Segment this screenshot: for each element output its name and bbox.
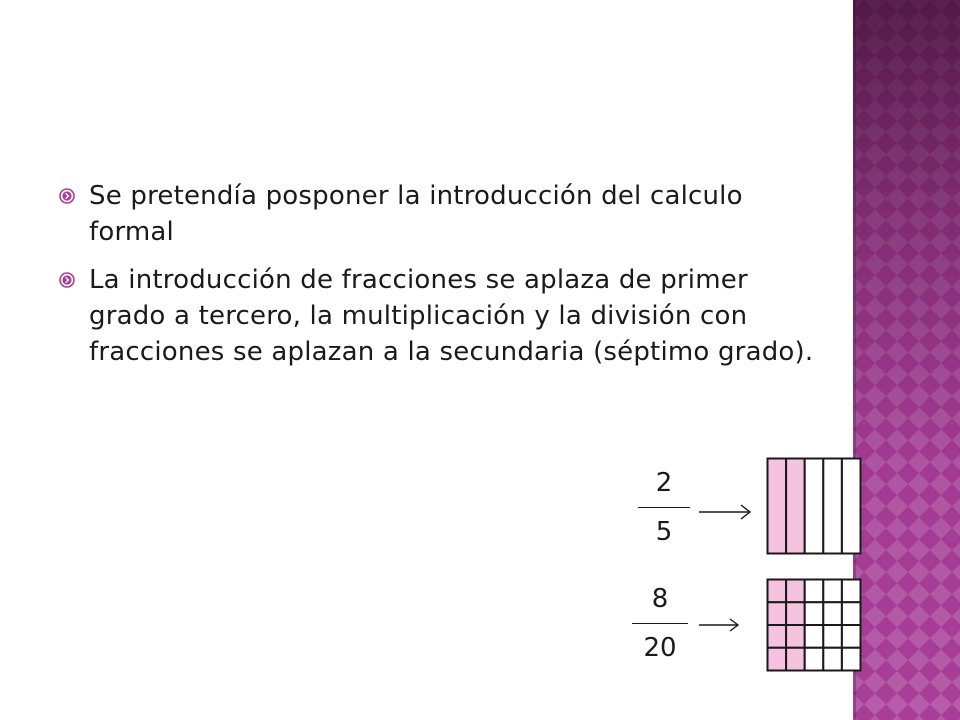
bullet-text: La introducción de fracciones se aplaza de primer grado a tercero, la multiplicación y la división con fracciones se aplazan a la secundaria (séptimo grado). [89, 265, 814, 367]
bullet-item [58, 262, 818, 370]
grid-cell-shaded [768, 625, 787, 648]
grid-cell [842, 580, 861, 603]
grid-cell-shaded [786, 602, 805, 625]
right-arrow-icon [697, 500, 753, 524]
fraction-denominator: 20 [643, 633, 677, 663]
grid-cell [842, 648, 861, 671]
grid-cell [805, 648, 824, 671]
bullet-list [58, 178, 818, 382]
grid-cell-shaded [786, 580, 805, 603]
right-arrow-icon [697, 614, 741, 636]
fraction-grid-fifths [766, 457, 862, 555]
bullet-text: Se pretendía posponer la introducción del calculo formal [89, 181, 743, 247]
grid-cell [842, 625, 861, 648]
grid-cell-shaded [768, 602, 787, 625]
grid-cell [842, 459, 861, 554]
fraction-bar [638, 507, 690, 508]
grid-cell-shaded [786, 648, 805, 671]
grid-cell [823, 625, 842, 648]
fraction-two-fifths [638, 468, 690, 547]
fraction-denominator: 5 [655, 517, 673, 547]
grid-cell [823, 602, 842, 625]
grid-cell [823, 459, 842, 554]
bullet-item [58, 178, 818, 250]
circled-arrow-icon [59, 272, 75, 288]
grid-cell [842, 602, 861, 625]
grid-cell-shaded [768, 648, 787, 671]
fraction-grid-twentieths [766, 578, 862, 672]
fraction-numerator: 8 [651, 584, 669, 614]
grid-cell-shaded [768, 459, 787, 554]
grid-cell [823, 648, 842, 671]
grid-cell-shaded [786, 625, 805, 648]
grid-cell [805, 580, 824, 603]
fraction-eight-twentieths [632, 584, 688, 663]
grid-cell [823, 580, 842, 603]
circled-arrow-icon [59, 188, 75, 204]
fraction-numerator: 2 [655, 468, 673, 498]
grid-cell [805, 602, 824, 625]
grid-cell [805, 459, 824, 554]
fraction-bar [632, 623, 688, 624]
grid-cell [805, 625, 824, 648]
grid-cell-shaded [768, 580, 787, 603]
grid-cell-shaded [786, 459, 805, 554]
side-band-shadow [853, 0, 960, 720]
